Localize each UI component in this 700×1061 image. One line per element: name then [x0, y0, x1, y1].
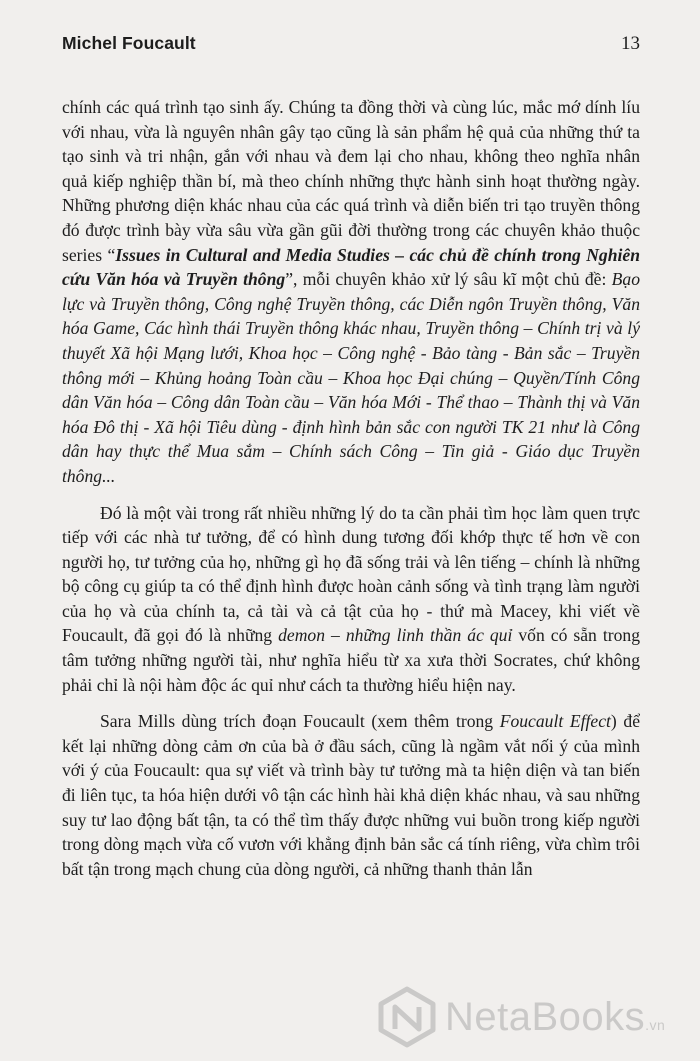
series-title: Issues in Cultural and Media Studies – các chủ đề chính trong Nghiên cứu Văn hóa và Truyền thông [62, 244, 640, 290]
paragraph-2 [62, 501, 640, 698]
paragraph-3-text-b: ) để kết lại những dòng cảm ơn của bà ở đầu sách, cũng là ngầm vắt nối ý của mình với ý của Foucault: qua sự viết và trình bày tư tưởng mà ta hiện diện và tan biến đi liên tục, ta hóa hiện dưới vô tận các hình hài khả diện khác nhau, và sau những suy tư lao động bất tận, ta có thể tìm thấy được những vui buồn trong kiếp người trong dòng mạch vừa cố vươn với khẳng định bản sắc cá tính riêng, vừa chìm trôi bất tận trong mạch chung của dòng người, cả những thanh thản lẫn [62, 711, 640, 879]
paragraph-2-text-a: Đó là một vài trong rất nhiều những lý do ta cần phải tìm học làm quen trực tiếp với các nhà tư tưởng, để có hình dung tương đối khớp thực tế hơn về con người họ, tư tưởng của họ, những gì họ đã sống trải và lên tiếng – chính là những bộ công cụ giúp ta có thể định hình được hoàn cảnh sống và tình trạng làm người của họ và của chính ta, cả tài và cả tật của họ - thứ mà Macey, khi viết về Foucault, đã gọi đó là những [62, 502, 640, 646]
paragraph-2-text-b: vốn có sẵn trong tâm tưởng những người tài, như nghĩa hiểu từ xa xưa thời Socrates, chứ không phải chỉ là nội hàm độc ác quỉ như cách ta thường hiểu hiện nay. [62, 625, 640, 695]
watermark-suffix: .vn [645, 1017, 666, 1033]
paragraph-3-text-a: Sara Mills dùng trích đoạn Foucault (xem thêm trong [100, 711, 500, 732]
watermark [375, 985, 695, 1055]
netabooks-logo-icon [375, 985, 439, 1049]
watermark-text [445, 995, 665, 1040]
demon-term: demon – những linh thần ác quỉ [278, 625, 513, 646]
paragraph-1-text-b: ”, mỗi chuyên khảo xử lý sâu kĩ một chủ đề: [285, 269, 612, 290]
paragraph-1-text-a: chính các quá trình tạo sinh ấy. Chúng ta đồng thời và cùng lúc, mắc mớ dính líu với nhau, vừa là nguyên nhân gây tạo cũng là sản phẩm hệ quả của những thứ ta tạo sinh và tri nhận, gắn với nhau và đem lại cho nhau, không theo nghĩa nhân quả kiếp nghiệp thần bí, mà theo chính những thực hành sinh hoạt thường ngày. Những phương diện khác nhau của các quá trình và diễn biến tri tạo truyền thông đó được trình bày vừa sâu vừa gần gũi đời thường trong các chuyên khảo thuộc series “ [62, 97, 640, 265]
book-title: Foucault Effect [499, 711, 611, 732]
page-number: 13 [621, 33, 640, 54]
topics-list: Bạo lực và Truyền thông, Công nghệ Truyền thông, các Diễn ngôn Truyền thông, Văn hóa Game, Các hình thái Truyền thông khác nhau, Truyền thông – Chính trị và lý thuyết Xã hội Mạng lưới, Khoa học – Công nghệ - Bảo tàng - Bản sắc – Truyền thông mới – Khủng hoảng Toàn cầu – Khoa học Đại chúng – Quyền/Tính Công dân Văn hóa – Công dân Toàn cầu – Văn hóa Mới - Thể thao – Thành thị và Văn hóa Đô thị - Xã hội Tiêu dùng - định hình bản sắc con người TK 21 như là Công dân hay thực thể Mua sắm – Chính sách Công – Tin giả - Giáo dục Truyền thông... [62, 269, 640, 486]
watermark-brand: NetaBooks [445, 995, 646, 1039]
body-text [62, 95, 640, 881]
running-head: Michel Foucault [62, 33, 196, 53]
paragraph-3 [62, 709, 640, 881]
paragraph-1 [62, 95, 640, 489]
page-header [62, 33, 640, 59]
